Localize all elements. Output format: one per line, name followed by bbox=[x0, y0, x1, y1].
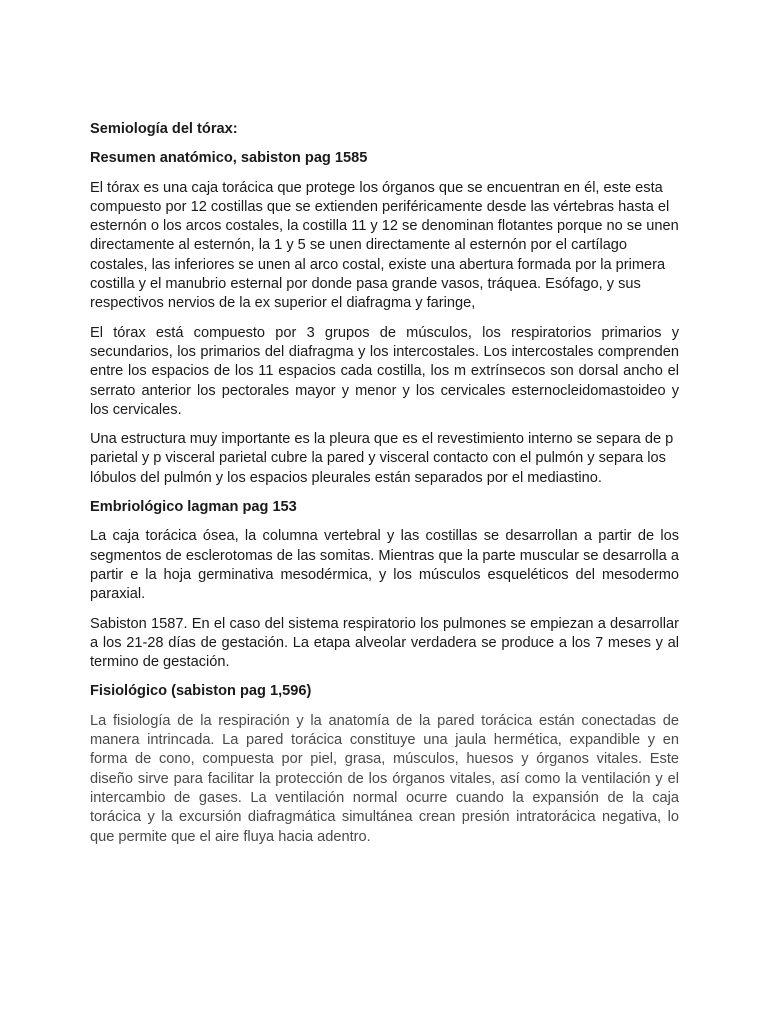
section-heading-embriologico: Embriológico lagman pag 153 bbox=[90, 499, 297, 516]
paragraph-sabiston-1587: Sabiston 1587. En el caso del sistema respiratorio los pulmones se empiezan a desarrollar a los 21-28 días de gestación. La etapa alveolar verdadera se produce a los 7 meses y al termino de gestación. bbox=[90, 615, 679, 671]
paragraph-musculos: El tórax está compuesto por 3 grupos de músculos, los respiratorios primarios y secundarios, los primarios del diafragma y los intercostales. Los intercostales comprenden entre los espacios de los 11 espacios cada costilla, los m extrínsecos son dorsal ancho el serrato anterior los pectorales mayor y menor y los cervicales esternocleidomastoideo y los cervicales. bbox=[90, 324, 679, 418]
document-page bbox=[90, 120, 679, 857]
document-title: Semiología del tórax: bbox=[90, 121, 238, 137]
paragraph-torax-caja: El tórax es una caja torácica que protege los órganos que se encuentran en él, este esta compuesto por 12 costillas que se extienden periféricamente desde las vértebras hasta el esternón o los arcos costales, la costilla 11 y 12 se denominan flotantes porque no se unen directamente al esternón, la 1 y 5 se unen directamente al esternón por el cartílago costales, las inferiores se unen al arco costal, existe una abertura formada por la primera costilla y el manubrio esternal por donde pasa grande vasos, tráquea. Esófago, y sus respectivos nervios de la ex superior el diafragma y faringe, bbox=[90, 179, 679, 312]
section-heading-fisiologico: Fisiológico (sabiston pag 1,596) bbox=[90, 683, 312, 700]
paragraph-fisiologia: La fisiología de la respiración y la anatomía de la pared torácica están conectadas de manera intrincada. La pared torácica constituye una jaula hermética, expandible y en forma de cono, compuesta por piel, grasa, músculos, huesos y órganos vitales. Este diseño sirve para facilitar la protección de los órganos vitales, así como la ventilación y el intercambio de gases. La ventilación normal ocurre cuando la expansión de la caja torácica y la excursión diafragmática simultánea crean presión intratorácica negativa, lo que permite que el aire fluya hacia adentro. bbox=[90, 712, 679, 845]
section-heading-anatomico: Resumen anatómico, sabiston pag 1585 bbox=[90, 150, 368, 167]
paragraph-pleura: Una estructura muy importante es la pleura que es el revestimiento interno se separa de p parietal y p visceral parietal cubre la pared y visceral contacto con el pulmón y separa los lóbulos del pulmón y los espacios pleurales están separados por el mediastino. bbox=[90, 431, 674, 486]
paragraph-caja-osea: La caja torácica ósea, la columna vertebral y las costillas se desarrollan a partir de los segmentos de esclerotomas de las somitas. Mientras que la parte muscular se desarrolla a partir e la hoja germinativa mesodérmica, y los músculos esqueléticos del mesodermo paraxial. bbox=[90, 528, 679, 603]
